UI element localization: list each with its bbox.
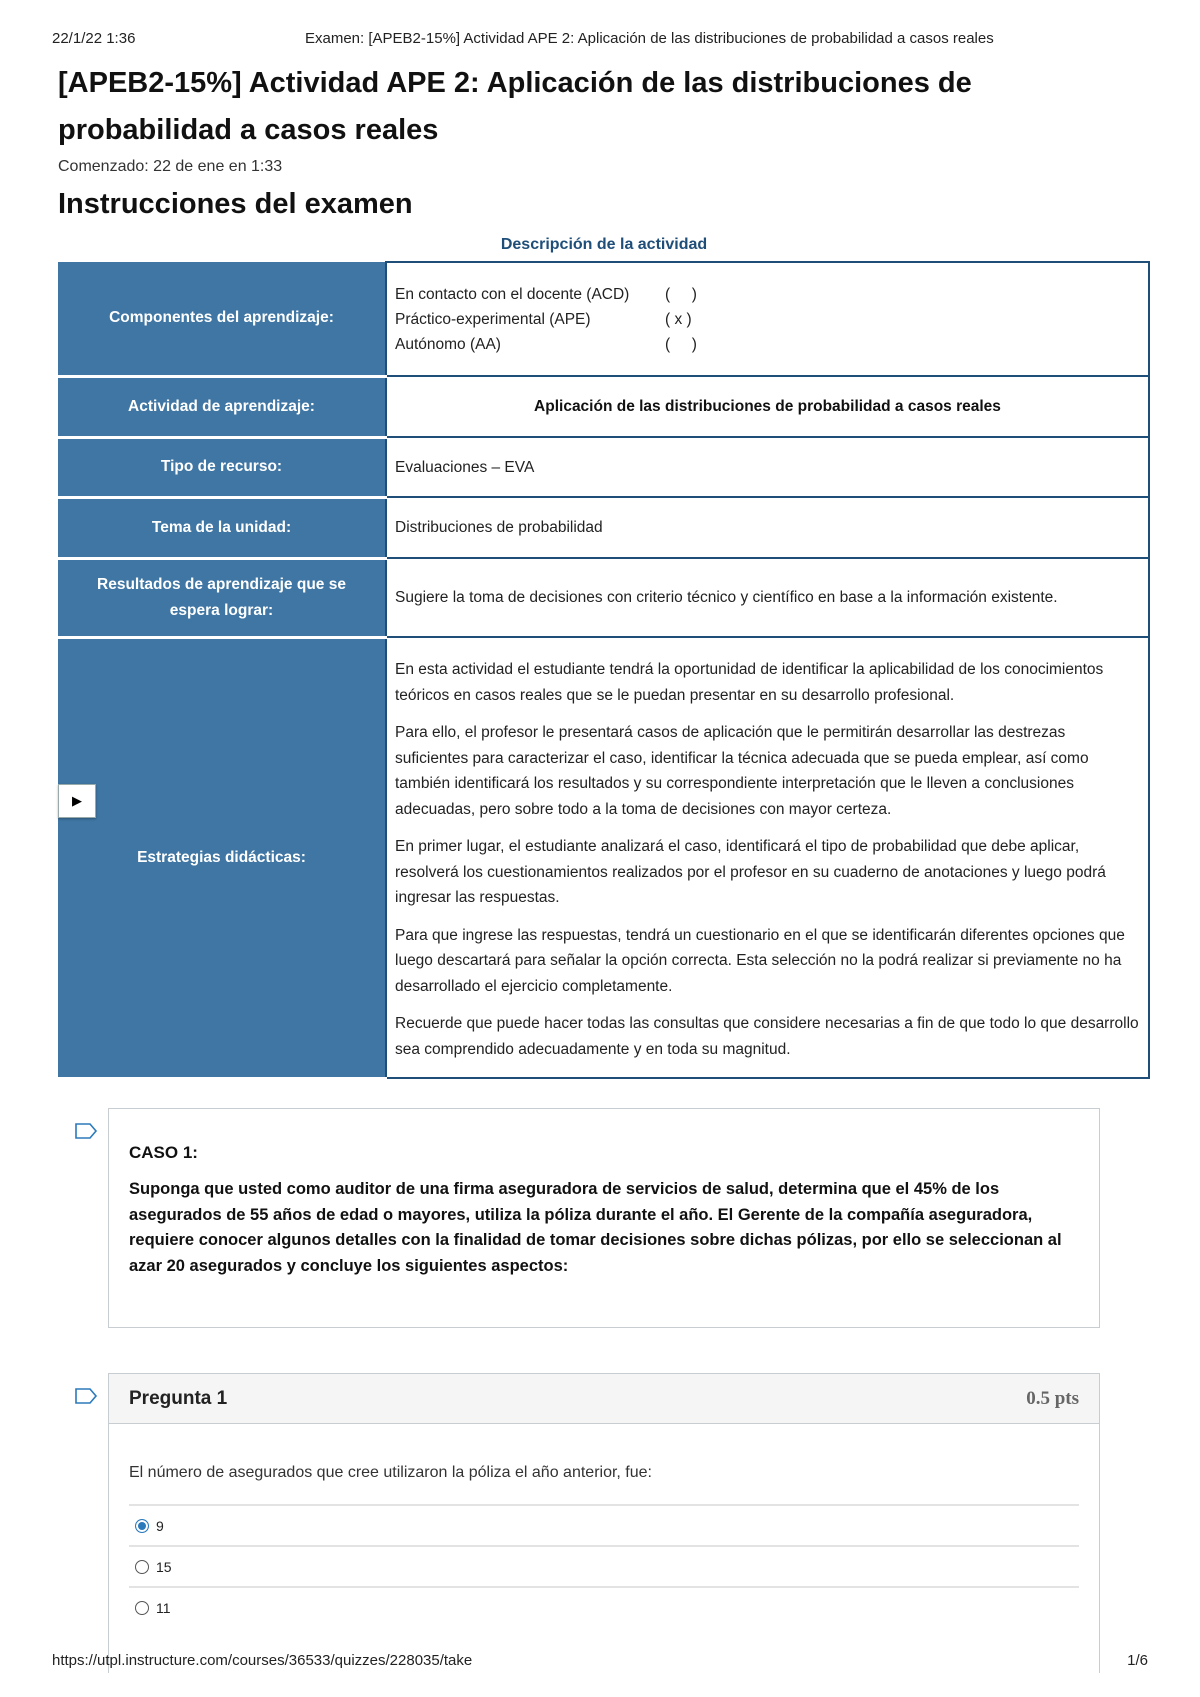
answer-label: 9	[156, 1517, 164, 1534]
table-row	[58, 437, 1149, 497]
question-header	[109, 1374, 1099, 1424]
outcomes-label: Resultados de aprendizaje que se espera lograr:	[58, 558, 386, 637]
component-mark: ( )	[665, 285, 697, 303]
question-title: Pregunta 1	[129, 1387, 228, 1409]
answer-option[interactable]	[129, 1586, 1079, 1627]
strategy-paragraph: Recuerde que puede hacer todas las consultas que considere necesarias a fin de que todo lo que desarrollo sea comprendido adecuadamente y en toda su magnitud.	[395, 1015, 1139, 1058]
unit-topic-label: Tema de la unidad:	[58, 497, 386, 558]
started-timestamp: Comenzado: 22 de ene en 1:33	[58, 158, 283, 175]
strategy-paragraph: En primer lugar, el estudiante analizará el caso, identificará el tipo de probabilidad que debe aplicar, resolverá los cuestionamientos realizados por el profesor en su cuaderno de anotaciones y luego podrá ingresar las respuestas.	[395, 838, 1106, 906]
answer-label: 11	[156, 1599, 171, 1616]
component-item	[395, 307, 1140, 332]
case-card	[108, 1108, 1100, 1328]
case-title: CASO 1:	[129, 1143, 198, 1162]
question-points: 0.5 pts	[1026, 1387, 1079, 1409]
component-item	[395, 332, 1140, 357]
unit-topic-value: Distribuciones de probabilidad	[386, 497, 1149, 558]
component-item	[395, 282, 1140, 307]
print-date: 22/1/22 1:36	[52, 30, 136, 47]
description-table	[58, 261, 1150, 1080]
table-row	[58, 262, 1149, 376]
table-row	[58, 376, 1149, 437]
table-row	[58, 637, 1149, 1078]
page-url: https://utpl.instructure.com/courses/36533/quizzes/228035/take	[52, 1652, 473, 1669]
component-name: Autónomo (AA)	[395, 335, 501, 353]
answer-option[interactable]	[129, 1504, 1079, 1545]
activity-value: Aplicación de las distribuciones de probabilidad a casos reales	[386, 376, 1149, 437]
strategies-label: Estrategias didácticas:	[58, 637, 386, 1078]
description-caption: Descripción de la actividad	[500, 236, 708, 253]
flag-icon[interactable]	[74, 1387, 98, 1405]
component-mark: ( x )	[665, 310, 692, 328]
answer-list	[129, 1504, 1079, 1627]
radio-icon[interactable]	[135, 1519, 149, 1533]
print-title: Examen: [APEB2-15%] Actividad APE 2: Aplicación de las distribuciones de probabilidad a casos reales	[305, 30, 994, 47]
page-number: 1/6	[1127, 1652, 1148, 1669]
question-text: El número de asegurados que cree utilizaron la póliza el año anterior, fue:	[129, 1464, 652, 1481]
table-row	[58, 558, 1149, 637]
component-mark: ( )	[665, 335, 697, 353]
strategies-value	[386, 637, 1149, 1078]
page-title: [APEB2-15%] Actividad APE 2: Aplicación de las distribuciones de probabilidad a casos reales	[58, 67, 972, 146]
radio-icon[interactable]	[135, 1560, 149, 1574]
components-value	[386, 262, 1149, 376]
answer-label: 15	[156, 1558, 172, 1575]
table-row	[58, 497, 1149, 558]
resource-label: Tipo de recurso:	[58, 437, 386, 497]
play-button[interactable]	[58, 784, 96, 818]
strategy-paragraph: En esta actividad el estudiante tendrá la oportunidad de identificar la aplicabilidad de los conocimientos teóricos en casos reales que se le puedan presentar en su desarrollo profesional.	[395, 661, 1104, 704]
case-text: Suponga que usted como auditor de una firma aseguradora de servicios de salud, determina que el 45% de los asegurados de 55 años de edad o mayores, utiliza la póliza durante el año. El Gerente de la compañía aseguradora, requiere conocer algunos detalles con la finalidad de tomar decisiones sobre dichas pólizas, por ello se seleccionan al azar 20 asegurados y concluye los siguientes aspectos:	[129, 1180, 1062, 1275]
print-header	[52, 30, 1148, 50]
resource-value: Evaluaciones – EVA	[386, 437, 1149, 497]
flag-icon[interactable]	[74, 1122, 98, 1140]
strategy-paragraph: Para que ingrese las respuestas, tendrá un cuestionario en el que se identificarán diferentes opciones que luego descartará para señalar la opción correcta. Esta selección no la podrá realizar si previamente no ha desarrollado el ejercicio completamente.	[395, 926, 1125, 995]
outcomes-value: Sugiere la toma de decisiones con criterio técnico y científico en base a la información existente.	[386, 558, 1149, 637]
instructions-heading: Instrucciones del examen	[58, 188, 413, 220]
activity-label: Actividad de aprendizaje:	[58, 376, 386, 437]
components-label: Componentes del aprendizaje:	[58, 262, 386, 376]
radio-icon[interactable]	[135, 1601, 149, 1615]
component-name: Práctico-experimental (APE)	[395, 310, 591, 328]
component-name: En contacto con el docente (ACD)	[395, 285, 630, 303]
play-icon: ▶	[72, 793, 82, 808]
answer-option[interactable]	[129, 1545, 1079, 1586]
strategy-paragraph: Para ello, el profesor le presentará casos de aplicación que le permitirán desarrollar las destrezas suficientes para caracterizar el caso, identificar la técnica adecuada que se pueda emplear, así como también identificará los resultados y su correspondiente interpretación que le lleven a conclusiones adecuadas, pero sobre todo a la toma de decisiones con mayor certeza.	[395, 724, 1089, 818]
question-card	[108, 1373, 1100, 1673]
